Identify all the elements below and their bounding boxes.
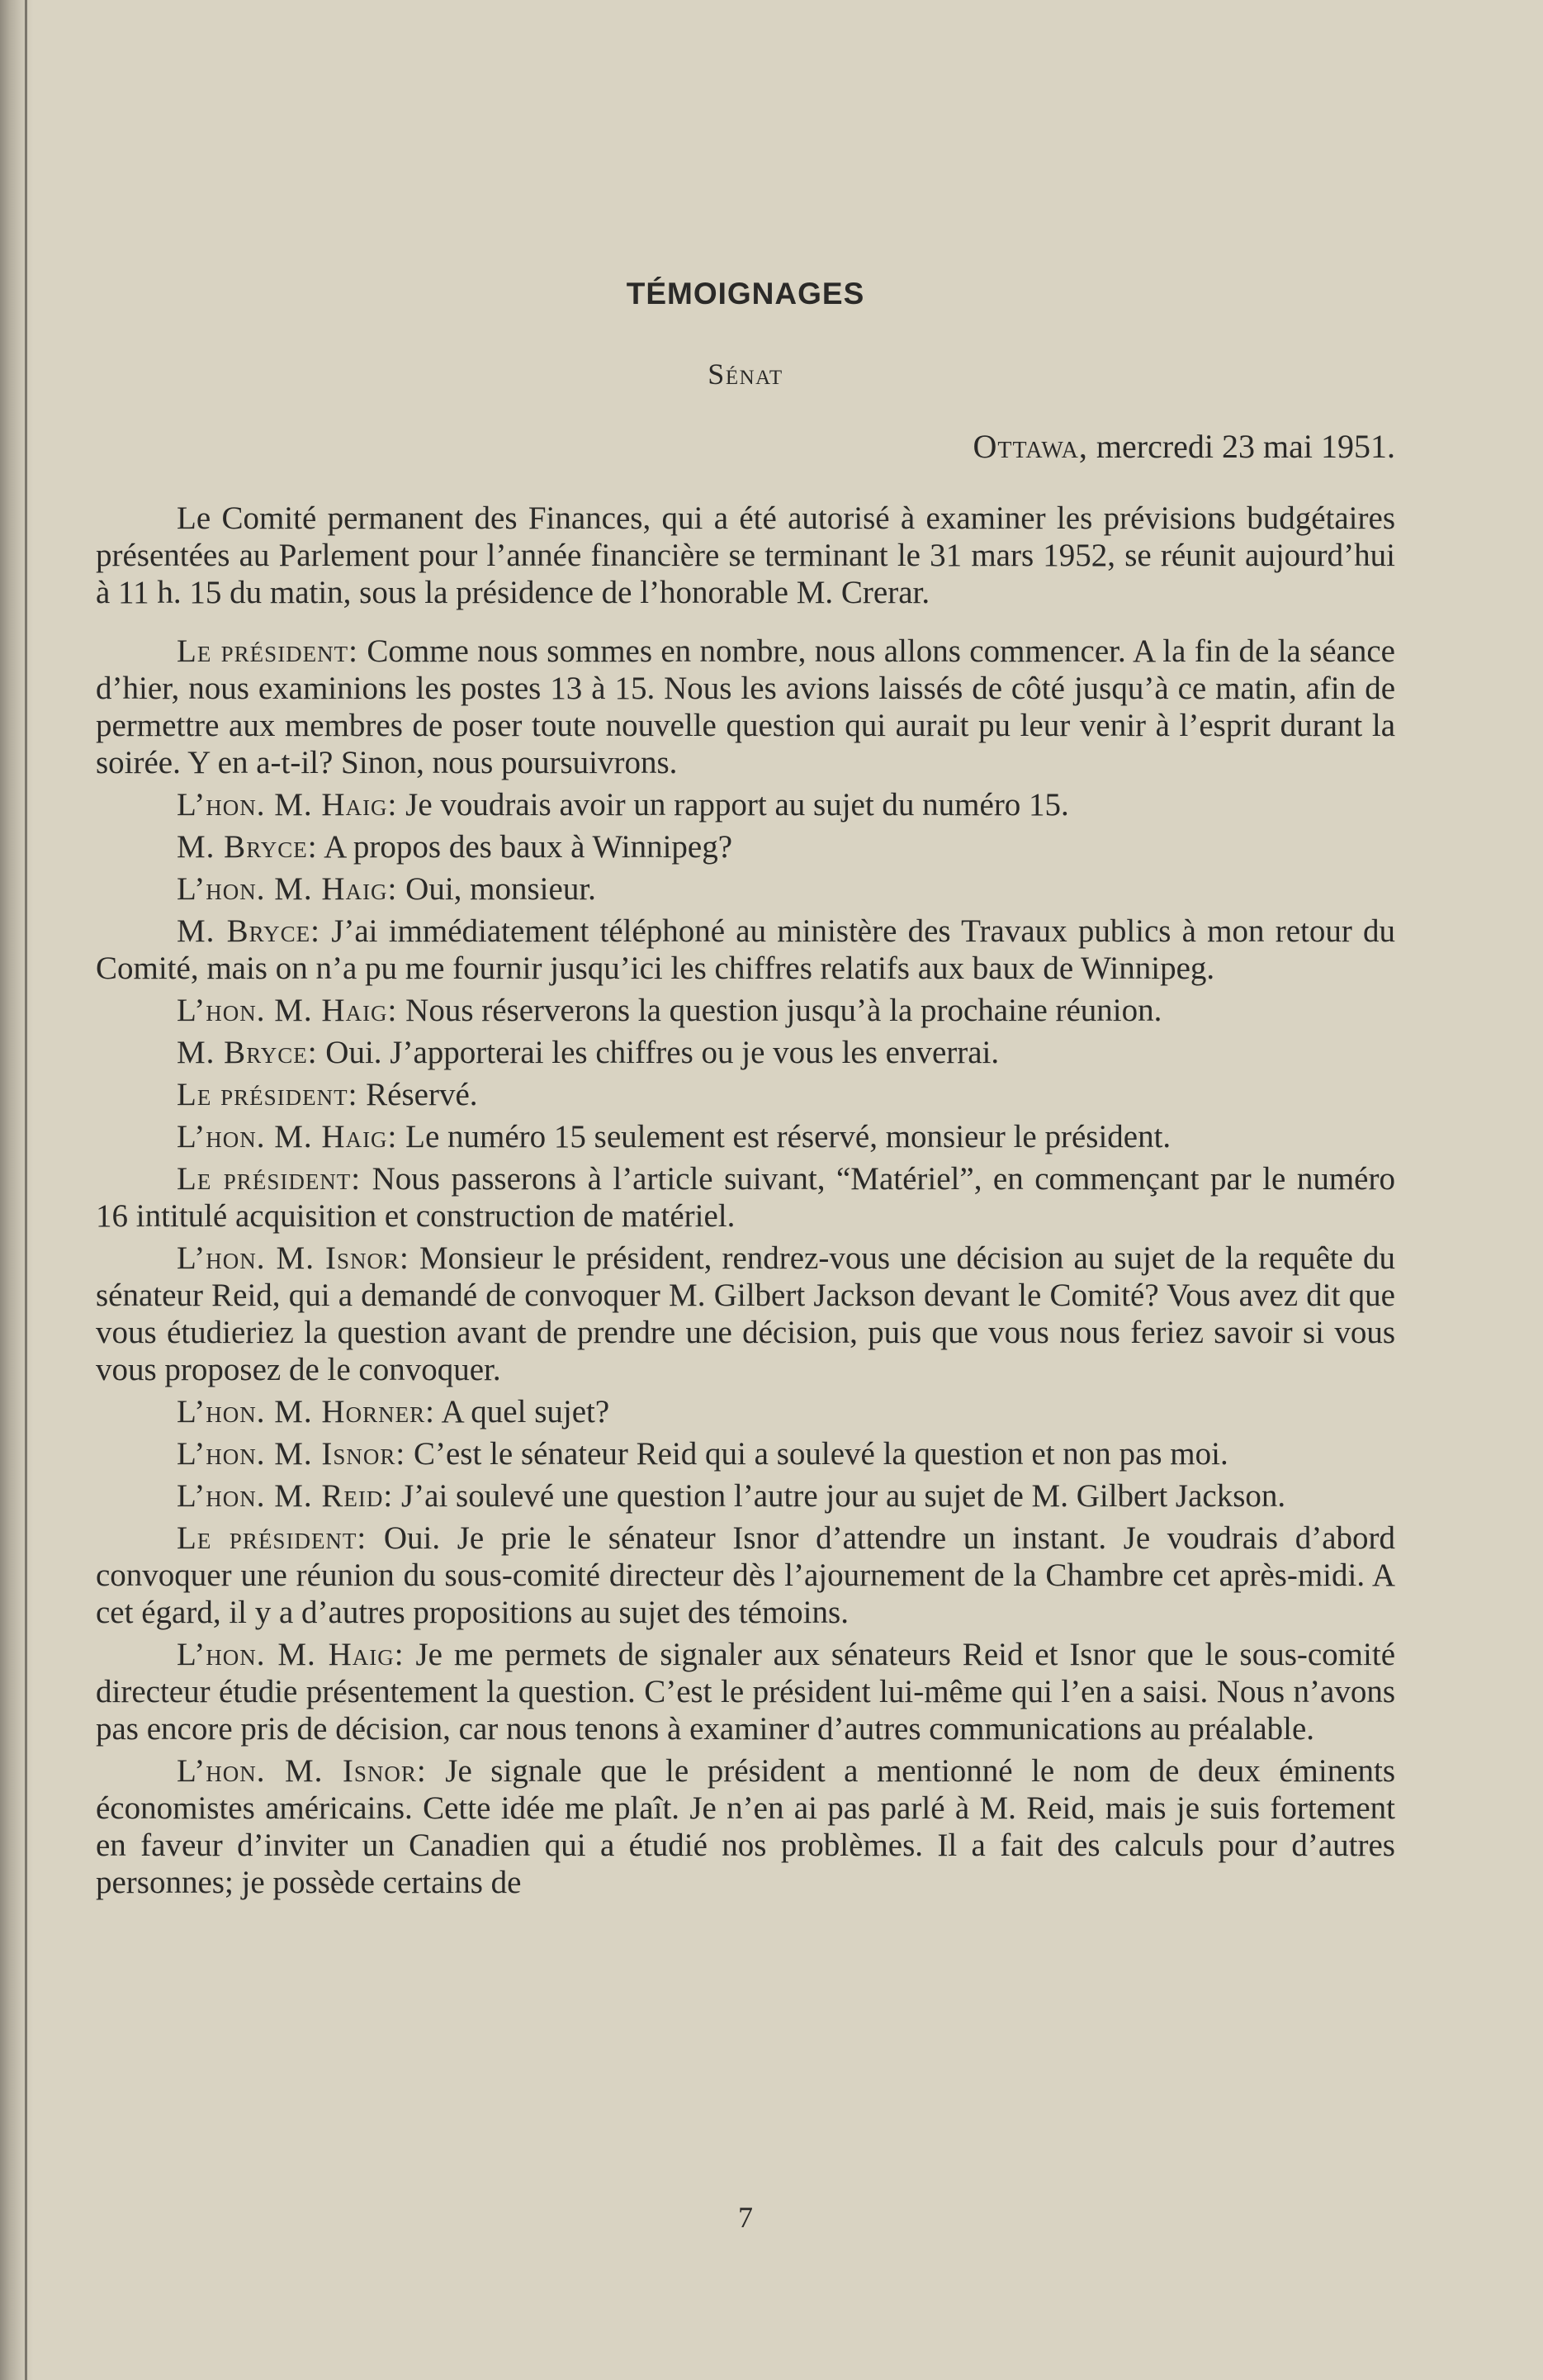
speaker: L’hon. M. Haig: xyxy=(177,871,398,907)
speaker: L’hon. M. Haig: xyxy=(177,787,398,823)
document-page xyxy=(96,0,1395,2380)
paragraph-text: Nous réserverons la question jusqu’à la prochaine réunion. xyxy=(405,993,1162,1028)
paragraph-text: Monsieur le président, rendrez-vous une décision au sujet de la requête du sénateur Reid, qui a demandé de convoquer M. Gilbert Jackson devant le Comité? Vous avez dit que vous étudieriez la question avant de prendre une décision, puis que vous nous feriez savoir si vous vous proposez de le convoquer. xyxy=(96,1240,1395,1387)
speaker: M. Bryce: xyxy=(177,829,318,865)
dateline xyxy=(973,427,1395,466)
paragraph-text: Je me permets de signaler aux sénateurs Reid et Isnor que le sous-comité directeur étudie présentement la question. C’est le président lui-même qui l’en a saisi. Nous n’avons pas encore pris de décision, car nous tenons à examiner d’autres communications au préalable. xyxy=(96,1637,1396,1747)
speaker: L’hon. M. Haig: xyxy=(177,1637,405,1672)
paragraph xyxy=(96,1160,1395,1235)
speaker: L’hon. M. Isnor: xyxy=(177,1436,406,1472)
paragraph-text: A propos des baux à Winnipeg? xyxy=(324,829,733,865)
paragraph-text: Le Comité permanent des Finances, qui a été autorisé à examiner les prévisions budgétaires présentées au Parlement pour l’année financière se terminant le 31 mars 1952, se réunit aujourd’hui à 11 h. 15 du matin, sous la présidence de l’honorable M. Crerar. xyxy=(96,500,1395,610)
paragraph xyxy=(96,870,1395,908)
speaker: Le président: xyxy=(177,1077,358,1112)
speaker: L’hon. M. Haig: xyxy=(177,993,398,1028)
section-subtitle: Sénat xyxy=(708,358,783,391)
paragraph xyxy=(96,1076,1395,1113)
page-title: TÉMOIGNAGES xyxy=(626,277,865,311)
speaker: L’hon. M. Isnor: xyxy=(177,1753,427,1789)
speaker: Le président: xyxy=(177,1520,367,1556)
page-binding-line xyxy=(25,0,27,2380)
speaker: Le président: xyxy=(177,633,358,669)
paragraph xyxy=(96,992,1395,1029)
paragraph-text: Nous passerons à l’article suivant, “Matériel”, en commençant par le numéro 16 intitulé acquisition et construction de matériel. xyxy=(96,1161,1395,1234)
speaker: L’hon. M. Horner: xyxy=(177,1394,435,1429)
paragraph-text: Réservé. xyxy=(366,1077,478,1112)
paragraph xyxy=(96,786,1395,823)
paragraph xyxy=(96,913,1395,987)
paragraph xyxy=(96,1520,1395,1631)
paragraph xyxy=(96,1118,1395,1155)
paragraph xyxy=(96,633,1395,781)
dateline-date: mercredi 23 mai 1951. xyxy=(1096,428,1395,465)
paragraph xyxy=(96,500,1395,611)
paragraph-text: Oui. J’apporterai les chiffres ou je vous les enverrai. xyxy=(325,1035,1000,1070)
paragraph-text: Oui, monsieur. xyxy=(405,871,596,907)
speaker: Le président: xyxy=(177,1161,362,1197)
paragraph xyxy=(96,1034,1395,1071)
paragraph xyxy=(96,1477,1395,1515)
paragraph-text: Je voudrais avoir un rapport au sujet du numéro 15. xyxy=(405,787,1069,823)
dateline-place: Ottawa, xyxy=(973,428,1088,465)
paragraph-text: Le numéro 15 seulement est réservé, monsieur le président. xyxy=(405,1119,1171,1154)
paragraph-text: Je signale que le président a mentionné le nom de deux éminents économistes américains. Cette idée me plaît. Je n’en ai pas parlé à M. Reid, mais je suis fortement en faveur d’inviter un Canadien qui a étudié nos problèmes. Il a fait des calculs pour d’autres personnes; je possède certains de xyxy=(96,1753,1396,1900)
paragraph-text: Comme nous sommes en nombre, nous allons commencer. A la fin de la séance d’hier, nous examinions les postes 13 à 15. Nous les avions laissés de côté jusqu’à ce matin, afin de permettre aux membres de poser toute nouvelle question qui aurait pu leur venir à l’esprit durant la soirée. Y en a-t-il? Sinon, nous poursuivrons. xyxy=(96,633,1395,780)
paragraph-text: C’est le sénateur Reid qui a soulevé la question et non pas moi. xyxy=(414,1436,1228,1472)
page-number: 7 xyxy=(738,2201,753,2234)
paragraph-text: J’ai soulevé une question l’autre jour au sujet de M. Gilbert Jackson. xyxy=(400,1478,1286,1514)
speaker: L’hon. M. Haig: xyxy=(177,1119,398,1154)
paragraph-text: Oui. Je prie le sénateur Isnor d’attendre un instant. Je voudrais d’abord convoquer une réunion du sous-comité directeur dès l’ajournement de la Chambre cet après-midi. A cet égard, il y a d’autres propositions au sujet des témoins. xyxy=(96,1520,1395,1630)
paragraph xyxy=(96,1393,1395,1430)
paragraph xyxy=(96,1636,1395,1747)
paragraph xyxy=(96,1435,1395,1472)
speaker: M. Bryce: xyxy=(177,1035,318,1070)
speaker: M. Bryce: xyxy=(177,913,320,949)
speaker: L’hon. M. Isnor: xyxy=(177,1240,409,1276)
page-binding-shadow xyxy=(0,0,33,2380)
paragraph-text: A quel sujet? xyxy=(441,1394,610,1429)
paragraph xyxy=(96,1240,1395,1388)
paragraph xyxy=(96,1752,1395,1901)
speaker: L’hon. M. Reid: xyxy=(177,1478,394,1514)
paragraph-text: J’ai immédiatement téléphoné au ministère des Travaux publics à mon retour du Comité, mais on n’a pu me fournir jusqu’ici les chiffres relatifs aux baux de Winnipeg. xyxy=(96,913,1396,986)
transcript-body xyxy=(96,500,1395,1906)
paragraph xyxy=(96,828,1395,865)
